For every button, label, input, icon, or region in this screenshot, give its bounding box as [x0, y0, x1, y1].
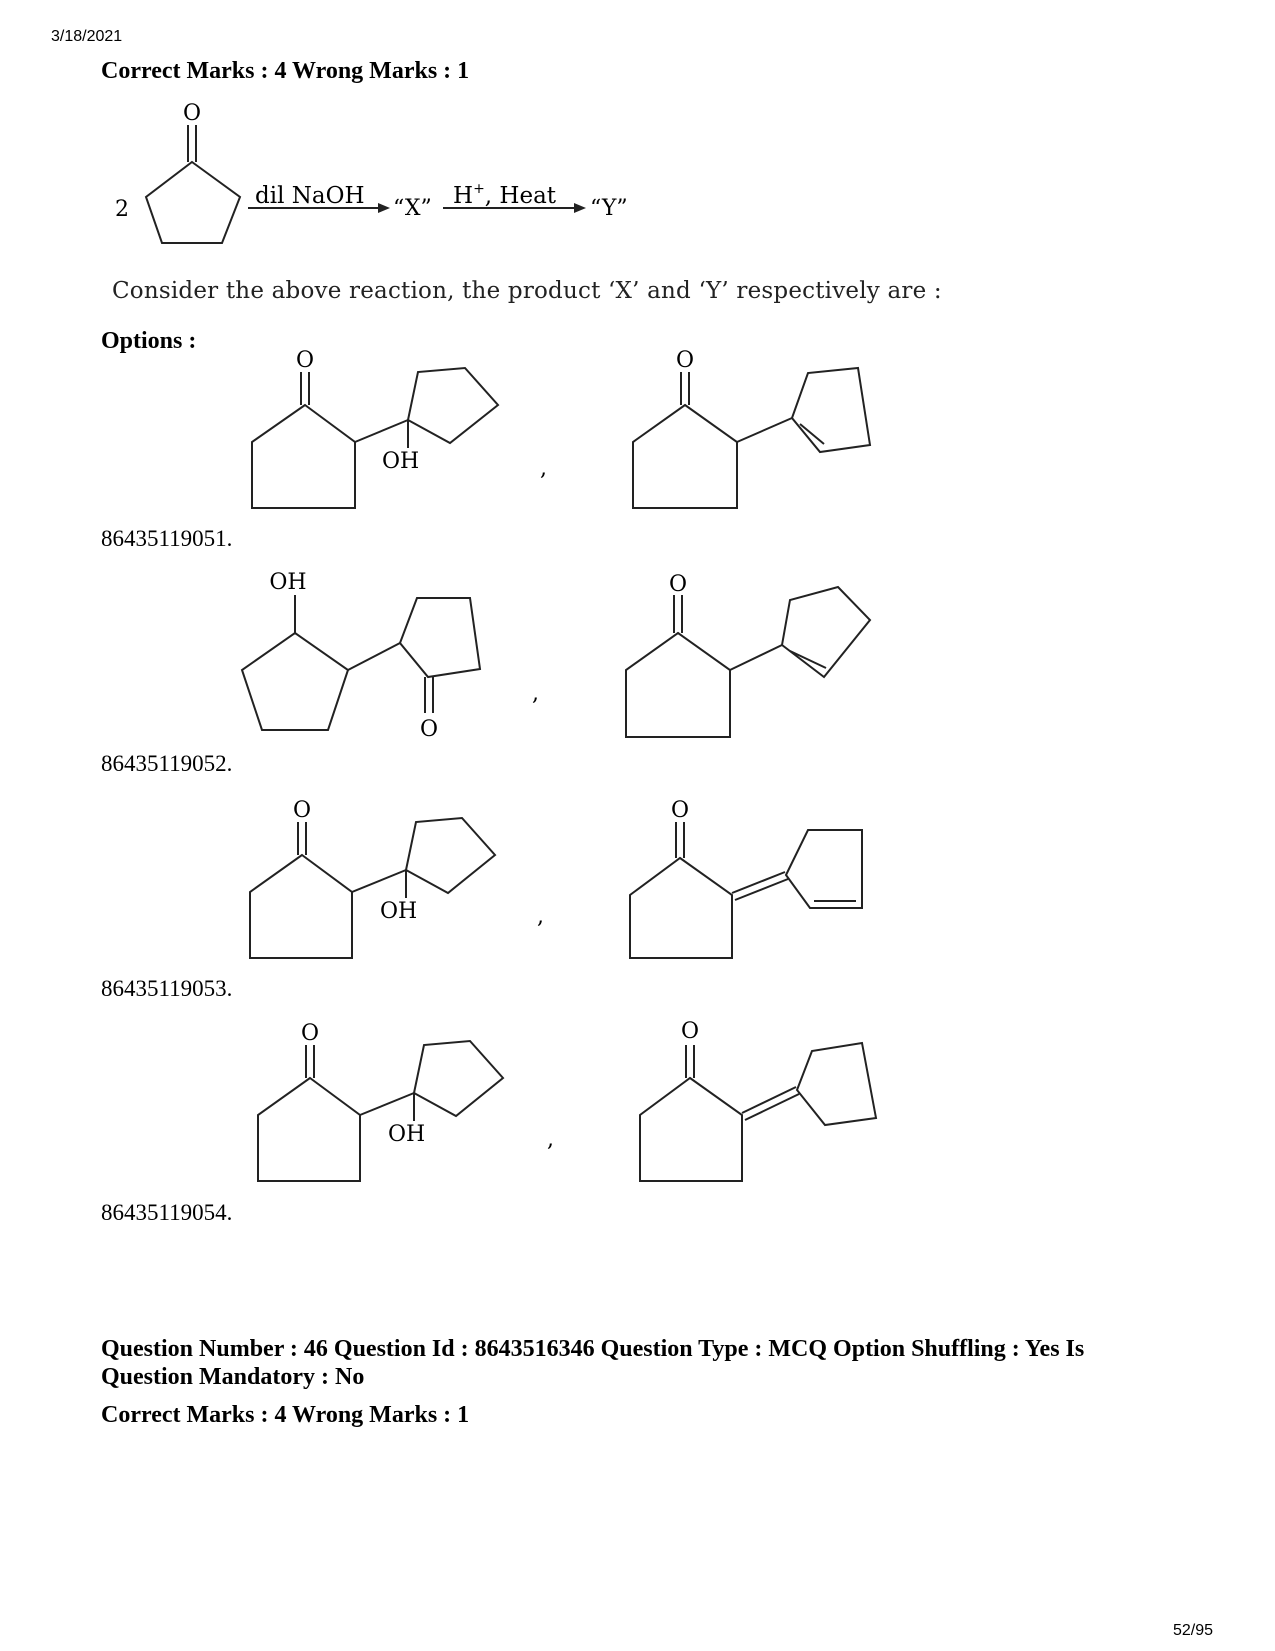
product-y: “Y”: [590, 196, 628, 221]
reaction-scheme: [100, 95, 660, 260]
option-2-oxygen-2: O: [668, 572, 688, 597]
question-text: Consider the above reaction, the product ‘X’ and ‘Y’ respectively are :: [112, 278, 942, 304]
question-46-info: Question Number : 46 Question Id : 8643516346 Question Type : MCQ Option Shuffling : Yes Is Question Mandatory : No: [101, 1336, 1085, 1390]
option-1-structures: [240, 340, 900, 530]
option-3-hydroxyl: OH: [380, 899, 418, 924]
option-3-oxygen: O: [292, 798, 312, 823]
option-4-oxygen: O: [300, 1021, 320, 1046]
option-1-oxygen: O: [295, 348, 315, 373]
option-2-condensation-product: [626, 587, 870, 737]
option-3-separator: ,: [537, 904, 544, 929]
question-46-marks: Correct Marks : 4 Wrong Marks : 1: [101, 1402, 470, 1428]
option-2-aldol-product: [242, 595, 480, 730]
reaction-coefficient: 2: [115, 197, 129, 222]
option-2-structures: [230, 565, 890, 765]
cyclopentanone-structure: [146, 125, 240, 243]
option-3-condensation-product: [630, 822, 862, 958]
reagent-1: dil NaOH: [255, 183, 365, 209]
option-3-id: 86435119053.: [101, 976, 233, 1001]
option-4-aldol-product: [258, 1041, 503, 1181]
option-4-condensation-product: [640, 1043, 876, 1181]
option-4-id: 86435119054.: [101, 1200, 233, 1225]
option-3-structures: [240, 790, 900, 980]
option-2-separator: ,: [532, 681, 539, 706]
carbonyl-oxygen-label: O: [182, 101, 202, 126]
reagent-2: H+, Heat: [453, 181, 557, 209]
option-1-aldol-product: [252, 368, 498, 508]
option-1-hydroxyl: OH: [382, 449, 420, 474]
option-4-oxygen-2: O: [680, 1019, 700, 1044]
marks-line: Correct Marks : 4 Wrong Marks : 1: [101, 58, 470, 84]
options-label: Options :: [101, 328, 197, 354]
option-1-separator: ,: [540, 456, 547, 481]
print-date: 3/18/2021: [51, 28, 123, 45]
option-3-aldol-product: [250, 818, 495, 958]
option-1-oxygen-2: O: [675, 348, 695, 373]
option-2-oxygen: O: [419, 717, 439, 742]
option-4-separator: ,: [547, 1127, 554, 1152]
option-1-id: 86435119051.: [101, 526, 233, 551]
option-1-condensation-product: [633, 368, 870, 508]
option-2-id: 86435119052.: [101, 751, 233, 776]
product-x: “X”: [393, 196, 432, 221]
option-2-hydroxyl: OH: [269, 570, 307, 595]
reaction-arrow-1-head: [378, 203, 390, 213]
option-3-oxygen-2: O: [670, 798, 690, 823]
page-number: 52/95: [1173, 1622, 1214, 1639]
option-4-structures: [250, 1013, 910, 1203]
option-4-hydroxyl: OH: [388, 1122, 426, 1147]
reaction-arrow-2-head: [574, 203, 586, 213]
